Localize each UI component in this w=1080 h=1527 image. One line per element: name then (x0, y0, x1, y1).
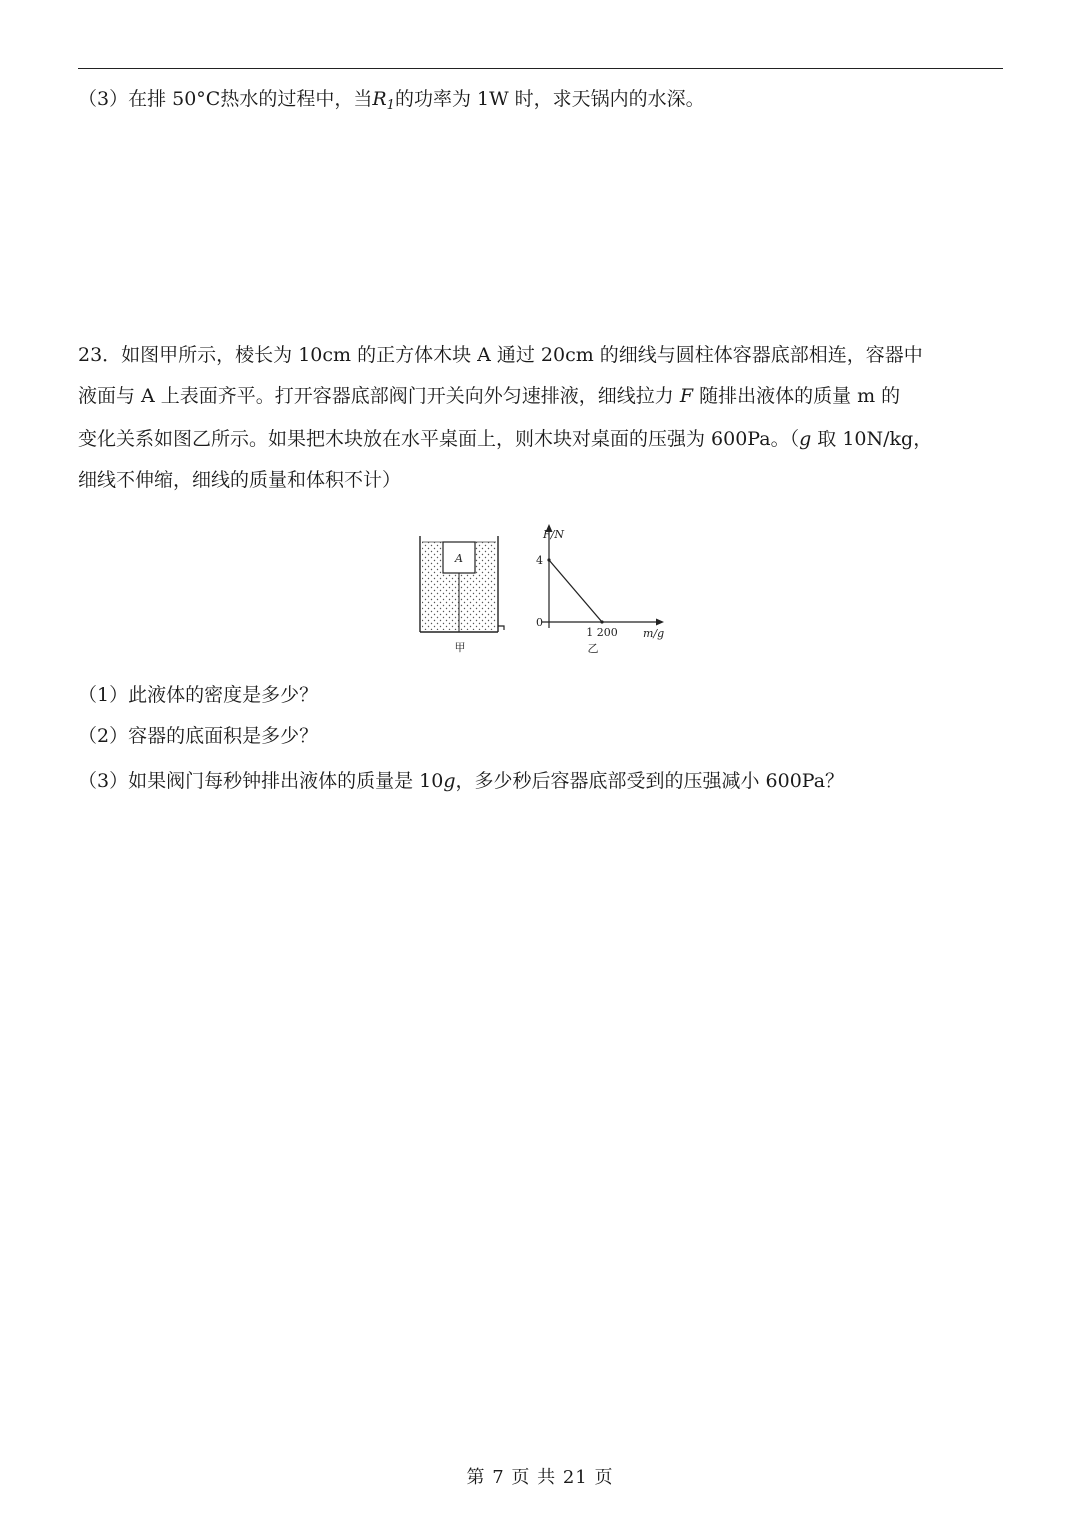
q23-sub3-b: ，多少秒后容器底部受到的压强减小 600Pa？ (455, 770, 845, 792)
x-axis-arrow (656, 619, 664, 626)
force-symbol: F (679, 385, 694, 407)
part3-prefix: （3）在排 50°C热水的过程中，当 (78, 88, 373, 110)
q23-sub2: （2）容器的底面积是多少？ (78, 725, 319, 747)
left-caption: 甲 (454, 641, 466, 654)
q23-line1: 23．如图甲所示，棱长为 10cm 的正方体木块 A 通过 20cm 的细线与圆柱体容器底部相连，容器中 (78, 344, 923, 366)
q23-sub1: （1）此液体的密度是多少？ (78, 684, 319, 706)
resistor-subscript: 1 (386, 98, 395, 113)
prev-question-part3 (78, 86, 705, 119)
q23-sub3-a: （3）如果阀门每秒钟排出液体的质量是 10 (78, 770, 444, 792)
q23-sub3 (78, 768, 844, 794)
gravity-symbol: g (799, 428, 812, 450)
origin-label: 0 (536, 616, 543, 629)
q23-line2-a: 液面与 A 上表面齐平。打开容器底部阀门开关向外匀速排液，细线拉力 (78, 385, 680, 407)
part3-suffix: 的功率为 1W 时，求天锅内的水深。 (394, 88, 705, 110)
x-axis-label: m/g (643, 627, 665, 640)
header-rule (78, 68, 1003, 69)
y-tick-label: 4 (536, 554, 543, 567)
figure-svg (412, 520, 672, 660)
block-label: A (455, 552, 463, 565)
gram-symbol: g (443, 770, 456, 792)
page-number: 第 7 页 共 21 页 (466, 1467, 614, 1488)
data-point (600, 620, 603, 623)
resistor-symbol: R (372, 88, 387, 110)
q23-line3-a: 变化关系如图乙所示。如果把木块放在水平桌面上，则木块对桌面的压强为 600Pa。（ (78, 428, 800, 450)
q23-line3 (78, 426, 932, 452)
container-diagram (420, 536, 504, 654)
force-line (549, 560, 602, 622)
valve (498, 626, 504, 630)
q23-line4: 细线不伸缩，细线的质量和体积不计） (78, 469, 402, 491)
y-axis-label: F/N (543, 528, 564, 541)
x-tick-label: 1 200 (586, 626, 618, 639)
data-point (547, 558, 550, 561)
q23-line3-b: 取 10N/kg， (811, 428, 933, 450)
right-caption: 乙 (587, 642, 599, 655)
q23-line2 (78, 383, 900, 409)
force-mass-chart (536, 524, 664, 655)
q23-figure (412, 520, 672, 660)
q23-line2-b: 随排出液体的质量 m 的 (693, 385, 901, 407)
